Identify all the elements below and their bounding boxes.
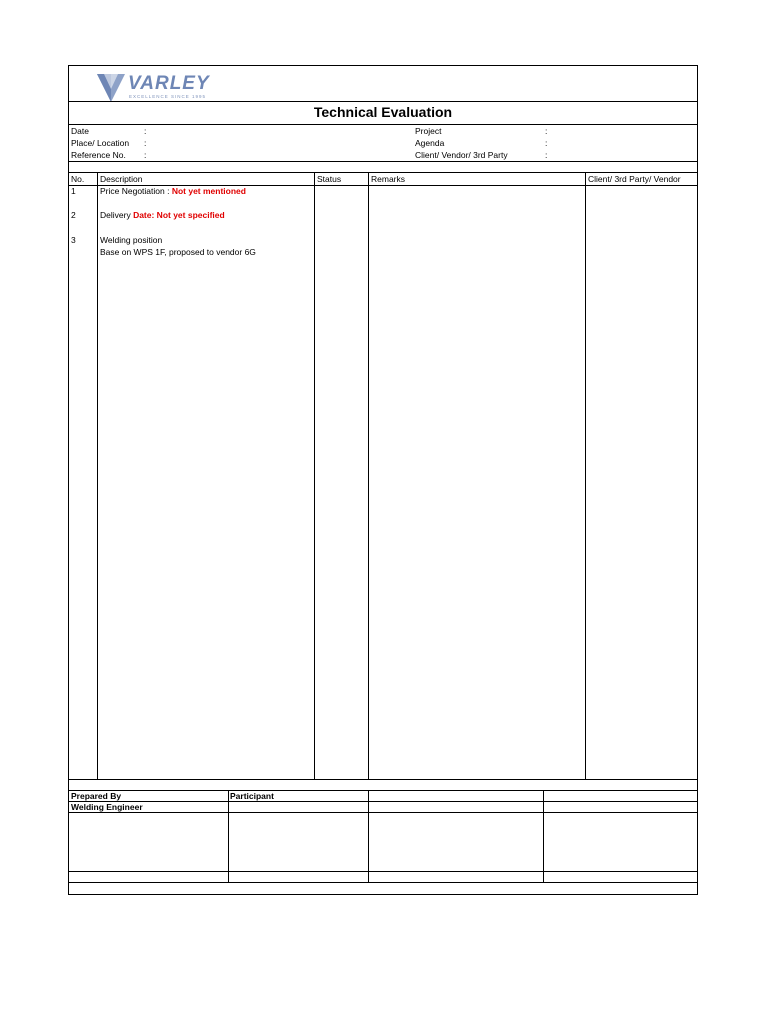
meta-label-reference: Reference No.: [71, 150, 126, 160]
col-divider: [368, 790, 369, 882]
meta-colon: :: [545, 150, 548, 160]
meta-colon: :: [144, 138, 147, 148]
divider: [69, 871, 697, 872]
page-title: Technical Evaluation: [313, 104, 453, 120]
meta-label-client: Client/ Vendor/ 3rd Party: [415, 150, 508, 160]
col-divider: [585, 172, 586, 779]
varley-logo-icon: [95, 71, 127, 103]
divider: [69, 801, 697, 802]
divider: [69, 124, 697, 125]
col-divider: [314, 172, 315, 779]
row-highlight: Date: Not yet specified: [133, 210, 225, 220]
col-divider: [97, 172, 98, 779]
meta-label-project: Project: [415, 126, 442, 136]
col-header-no: No.: [71, 174, 85, 184]
brand-name: VARLEY: [128, 73, 210, 94]
row-number: 1: [71, 186, 76, 196]
evaluation-form: [68, 65, 698, 895]
divider: [69, 101, 697, 102]
col-header-client: Client/ 3rd Party/ Vendor: [588, 174, 681, 184]
row-description: Welding position: [100, 235, 163, 245]
prepared-by-label: Prepared By: [71, 791, 122, 801]
row-highlight: Not yet mentioned: [171, 186, 246, 196]
meta-label-agenda: Agenda: [415, 138, 445, 148]
brand-tagline: EXCELLENCE SINCE 1995: [129, 94, 207, 99]
meta-colon: :: [545, 138, 548, 148]
row-description: Delivery: [100, 210, 134, 220]
meta-label-date: Date: [71, 126, 89, 136]
col-divider: [543, 790, 544, 882]
participant-label: Participant: [230, 791, 274, 801]
row-number: 3: [71, 235, 76, 245]
divider: [69, 882, 697, 883]
meta-colon: :: [545, 126, 548, 136]
col-header-remarks: Remarks: [371, 174, 406, 184]
col-divider: [368, 172, 369, 779]
col-divider: [228, 790, 229, 882]
table-row: [100, 186, 246, 196]
row-description-extra: Base on WPS 1F, proposed to vendor 6G: [100, 247, 256, 257]
meta-colon: :: [144, 150, 147, 160]
divider: [69, 172, 697, 173]
divider: [69, 790, 697, 791]
meta-label-place: Place/ Location: [71, 138, 130, 148]
divider: [69, 161, 697, 162]
col-header-description: Description: [100, 174, 143, 184]
row-number: 2: [71, 210, 76, 220]
row-description: Price Negotiation :: [100, 186, 172, 196]
divider: [69, 812, 697, 813]
prepared-by-role: Welding Engineer: [71, 802, 143, 812]
col-header-status: Status: [317, 174, 342, 184]
meta-colon: :: [144, 126, 147, 136]
divider: [69, 779, 697, 780]
varley-logo: [95, 71, 235, 103]
table-row: [100, 210, 225, 220]
